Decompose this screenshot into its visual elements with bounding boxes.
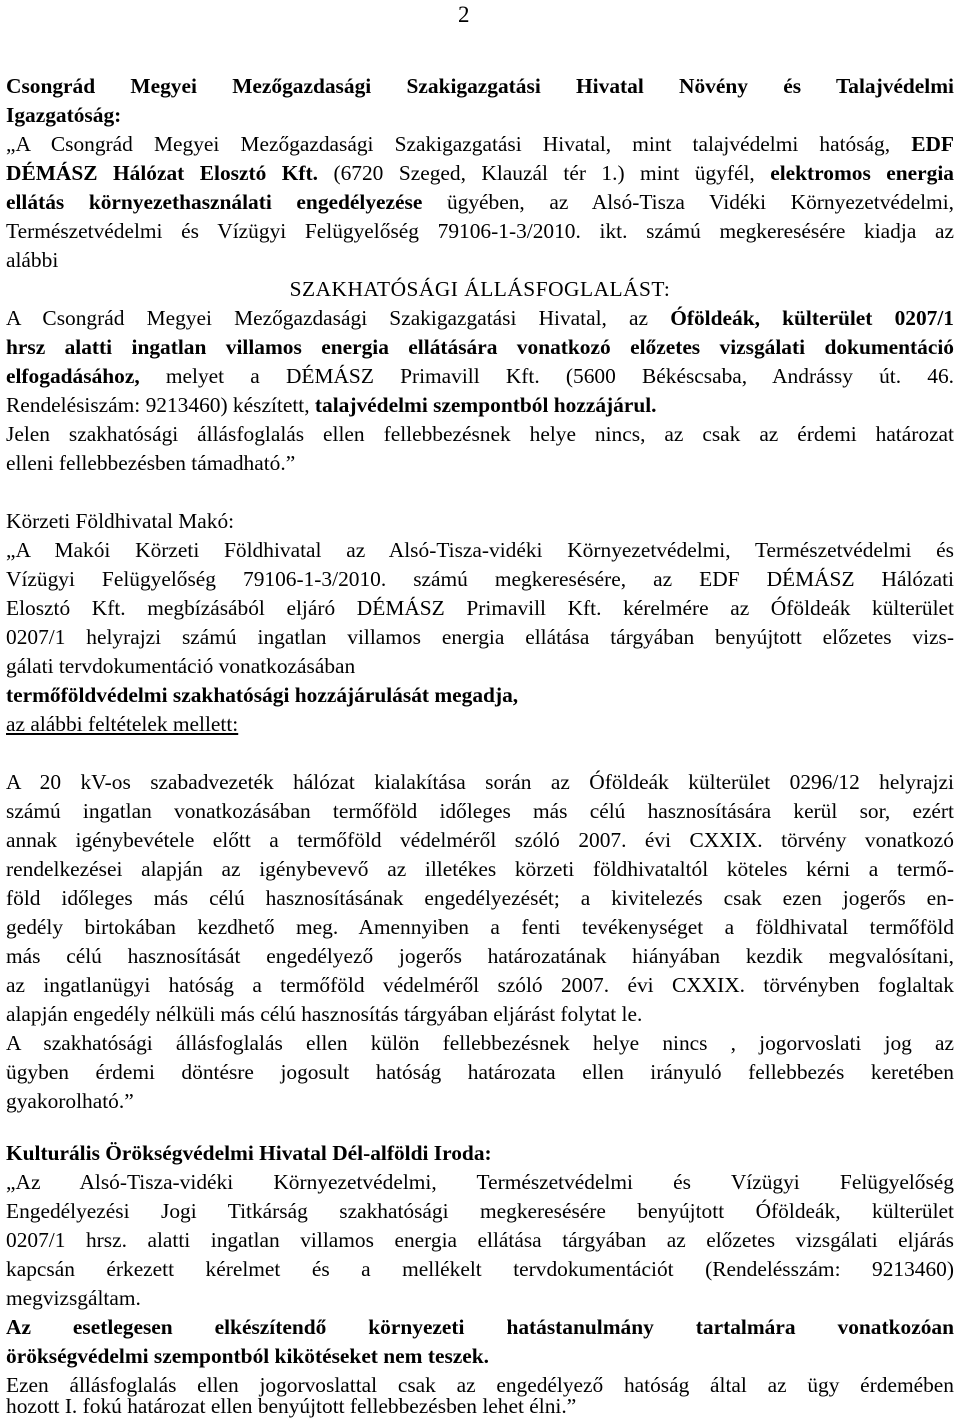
section1-p1-line2: DÉMÁSZ Hálózat Elosztó Kft. (6720 Szeged, Klauzál tér 1.) mint ügyfél, elektromos energia [6, 161, 954, 185]
decision-title: SZAKHATÓSÁGI ÁLLÁSFOGLALÁST: [289, 277, 671, 301]
section2-p1-line2: Vízügyi Felügyelőség 79106-1-3/2010. számú megkeresésére, az EDF DÉMÁSZ Hálózati [6, 567, 954, 591]
section2-heading: Körzeti Földhivatal Makó: [6, 509, 235, 533]
section1-p2-line1: A Csongrád Megyei Mezőgazdasági Szakigazgatási Hivatal, az Óföldeák, külterület 0207/1 [6, 306, 954, 330]
section1-heading-line2: Igazgatóság: [6, 103, 122, 127]
section2-p2-line3: annak igénybevétele előtt a termőföld védelméről szóló 2007. évi CXXIX. törvény vonatkozó [6, 828, 954, 852]
section2-p2-line5: föld időleges más célú hasznosításának engedélyezését; a kivitelezés csak ezen jogerős en- [6, 886, 954, 910]
section3-p3-line2: hozott I. fokú határozat ellen benyújtott fellebbezésben lehet élni.” [6, 1394, 577, 1418]
section2-p1-line1: „A Makói Körzeti Földhivatal az Alsó-Tisza-vidéki Környezetvédelmi, Természetvédelmi és [6, 538, 954, 562]
section1-heading-line1: Csongrád Megyei Mezőgazdasági Szakigazgatási Hivatal Növény és Talajvédelmi [6, 74, 954, 98]
section1-p2-line3: elfogadásához, melyet a DÉMÁSZ Primavill Kft. (5600 Békéscsaba, Andrássy út. 46. [6, 364, 954, 388]
section2-p2-line2: számú ingatlan vonatkozásában termőföld időleges más célú hasznosítására kerül sor, ezért [6, 799, 954, 823]
section3-p2-line1: Az esetlegesen elkészítendő környezeti hatástanulmány tartalmára vonatkozóan [6, 1315, 954, 1339]
section1-p3-line2: elleni fellebbezésben támadható.” [6, 451, 296, 475]
section2-bold-line: termőföldvédelmi szakhatósági hozzájárulását megadja, [6, 683, 519, 707]
section1-p1-line4: Természetvédelmi és Vízügyi Felügyelőség 79106-1-3/2010. ikt. számú megkeresésére kiadja az [6, 219, 954, 243]
section2-p1-line4: 0207/1 helyrajzi számú ingatlan villamos energia ellátása tárgyában benyújtott előzetes vizs- [6, 625, 954, 649]
section3-p3-line1: Ezen állásfoglalás ellen jogorvoslattal csak az engedélyező hatóság által az ügy érdemében [6, 1373, 954, 1397]
section3-p1-line4: kapcsán érkezett kérelmet és a mellékelt tervdokumentációt (Rendelésszám: 9213460) [6, 1257, 954, 1281]
section2-underline-line: az alábbi feltételek mellett: [6, 712, 239, 736]
section1-p3-line1: Jelen szakhatósági állásfoglalás ellen fellebbezésnek helye nincs, az csak az érdemi határozat [6, 422, 954, 446]
page-number: 2 [458, 2, 470, 27]
section2-p2-line8: az ingatlanügyi hatóság a termőföld védelméről szóló 2007. évi CXXIX. törvényben foglaltak [6, 973, 954, 997]
section1-p1-line5: alábbi [6, 248, 59, 272]
section3-p1-line2: Engedélyezési Jogi Titkárság szakhatósági megkeresésére benyújtott Óföldeák, külterület [6, 1199, 954, 1223]
section3-p1-line1: „Az Alsó-Tisza-vidéki Környezetvédelmi, Természetvédelmi és Vízügyi Felügyelőség [6, 1170, 954, 1194]
section2-p2-line1: A 20 kV-os szabadvezeték hálózat kialakítása során az Óföldeák külterület 0296/12 helyrajzi [6, 770, 954, 794]
section2-p2-line7: más célú hasznosítását engedélyező jogerős határozatának hiányában kezdik megvalósítani, [6, 944, 954, 968]
section1-p2-line4: Rendelésiszám: 9213460) készített, talajvédelmi szempontból hozzájárul. [6, 393, 657, 417]
section2-p3-line2: ügyben érdemi döntésre jogosult hatóság határozata ellen irányuló fellebbezés keretében [6, 1060, 954, 1084]
section2-p1-line3: Elosztó Kft. megbízásából eljáró DÉMÁSZ Primavill Kft. kérelmére az Óföldeák külterület [6, 596, 954, 620]
section2-p2-line4: rendelkezései alapján az igénybevevő az illetékes körzeti földhivataltól köteles kérni a termő- [6, 857, 954, 881]
section2-p3-line3: gyakorolható.” [6, 1089, 134, 1113]
section3-p2-line2: örökségvédelmi szempontból kikötéseket nem teszek. [6, 1344, 490, 1368]
section2-p3-line1: A szakhatósági állásfoglalás ellen külön fellebbezésnek helye nincs , jogorvoslati jog az [6, 1031, 954, 1055]
section3-p1-line3: 0207/1 hrsz. alatti ingatlan villamos energia ellátása tárgyában az előzetes vizsgálati eljárás [6, 1228, 954, 1252]
section1-p1-line1: „A Csongrád Megyei Mezőgazdasági Szakigazgatási Hivatal, mint talajvédelmi hatóság, EDF [6, 132, 954, 156]
section3-heading: Kulturális Örökségvédelmi Hivatal Dél-alföldi Iroda: [6, 1141, 492, 1165]
section2-p1-line5: gálati tervdokumentáció vonatkozásában [6, 654, 356, 678]
section1-p1-line3: ellátás környezethasználati engedélyezése ügyében, az Alsó-Tisza Vidéki Környezetvédelmi, [6, 190, 954, 214]
section1-p2-line2: hrsz alatti ingatlan villamos energia ellátására vonatkozó előzetes vizsgálati dokumentáció [6, 335, 954, 359]
section2-p2-line6: gedély birtokában kezdhető meg. Amennyiben a fenti tevékenységet a földhivatal termőföld [6, 915, 954, 939]
section3-p1-line5: megvizsgáltam. [6, 1286, 141, 1310]
section2-p2-line9: alapján engedély nélküli más célú hasznosítás tárgyában eljárást folytat le. [6, 1002, 643, 1026]
